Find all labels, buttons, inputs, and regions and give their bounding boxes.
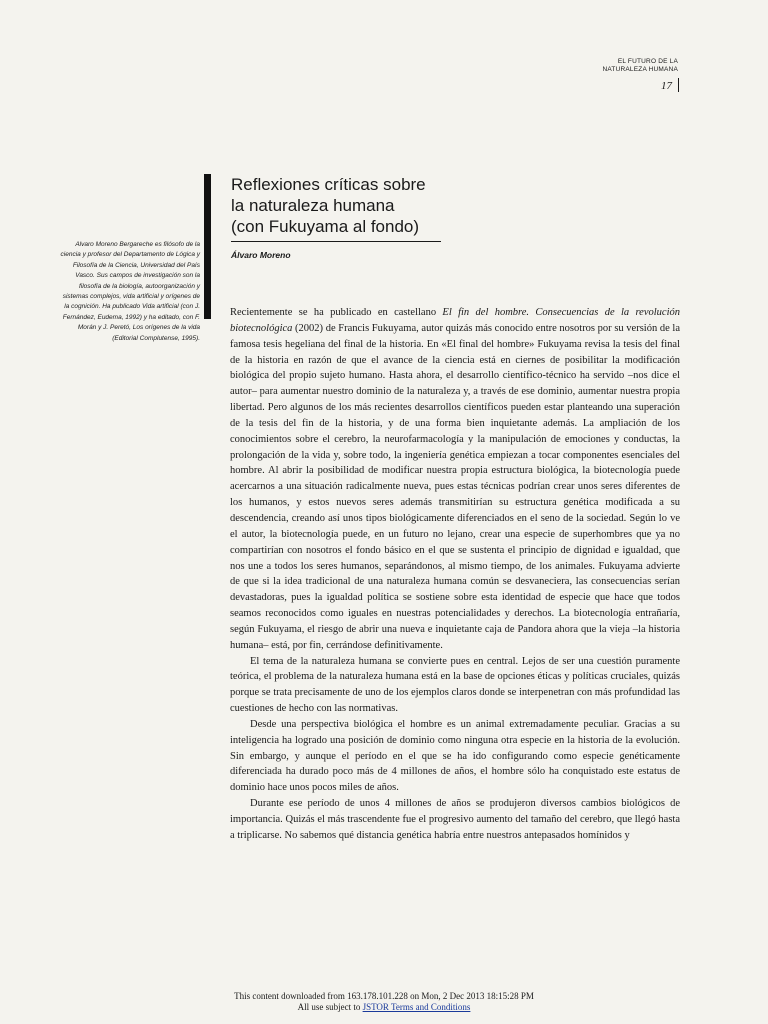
paragraph-1-intro: Recientemente se ha publicado en castellano (230, 307, 443, 318)
title-bar (204, 174, 211, 319)
jstor-terms-link[interactable]: JSTOR Terms and Conditions (362, 1002, 471, 1012)
article-author: Álvaro Moreno (231, 250, 291, 260)
title-line-1: Reflexiones críticas sobre (231, 175, 426, 194)
running-head (478, 58, 678, 74)
running-head-line2: NATURALEZA HUMANA (602, 66, 678, 73)
running-head-line1: EL FUTURO DE LA (617, 58, 678, 65)
title-line-2: la naturaleza humana (231, 196, 395, 215)
book-title: El fin del hombre. Consecuencias de la revolución biotecnológica (230, 307, 680, 334)
article-body (230, 305, 680, 844)
paragraph-1 (230, 305, 680, 654)
page-number-rule (678, 78, 679, 92)
title-line-3: (con Fukuyama al fondo) (231, 217, 420, 236)
paragraph-3: Desde una perspectiva biológica el hombre es un animal extremadamente peculiar. Gracias a su inteligencia ha logrado una posición de dominio como ninguna otra especie en la historia de la evolución. Sin embargo, y aunque el período en el que se ha ido configurando como especie genéticamente diferenciada ha durado poco más de 4 millones de años, el hombre sólo ha conquistado este estatus de dominio hace unos pocos miles de años. (230, 718, 680, 794)
paragraph-1-text: (2002) de Francis Fukuyama, autor quizás más conocido entre nosotros por su versión de la famosa tesis hegeliana del final de la historia. En «El final del hombre» Fukuyama revisa la tesis del final de la historia en razón de que el avance de la ciencia está en ciernes de posibilitar la modificación biológica del propio sujeto humano. Hasta ahora, el desarrollo científico-técnico ha servido –nos dice el autor– para aumentar nuestro dominio de la naturaleza y, a través de ese dominio, aumentar nuestra propia libertad. Pero algunos de los más recientes desarrollos científicos pueden estar planteando una superación de la tesis del fin de la historia, y de una forma bien inquietante además. La ampliación de los conocimientos sobre el cerebro, la neurofarmacología y la manipulación de emociones y conductas, la prolongación de la vida y, sobre todo, la ingeniería genética empiezan a tocar componentes esenciales del hombre. Al abrir la posibilidad de modificar nuestra propia estructura biológica, la biotecnología puede acercarnos a una situación radicalmente nueva, pues estas técnicas podrían crear unos seres diferentes de los humanos, y estos nuevos seres además transmitirían su estructura genética modificada a su descendencia, creando así unos tipos biológicamente diferenciados en el seno de la sociedad. Según lo ve el autor, la biotecnología puede, en un futuro no lejano, crear una especie de superhombres que ya no compartirían con nosotros el fondo básico en el que se sustenta el principio de dignidad e igualdad, que nos une a todos los seres humanos, separándonos, al mismo tiempo, de los animales. Fukuyama advierte de que si la idea tradicional de una naturaleza humana común se desvaneciera, las consecuencias serían devastadoras, pues la igualdad política se sostiene sobre esta identidad de especie que hace que todos seamos reconocidos como iguales en nuestras potencialidades y derechos. La biotecnología entrañaría, según Fukuyama, el riesgo de abrir una nueva e inquietante caja de Pandora ahora que la vieja –la historia humana– está, por fin, cerrándose definitivamente. (230, 322, 680, 651)
article-title (231, 174, 461, 237)
footer-terms-line (0, 1002, 768, 1013)
author-bio: Alvaro Moreno Bergareche es filósofo de la ciencia y profesor del Departamento de Lógica y Filosofía de la Ciencia, Universidad del País Vasco. Sus campos de investigación son la filosofía de la biología, autoorganización y sistemas complejos, vida artificial y orígenes de la cognición. Ha publicado Vida artificial (con J. Fernández, Eudema, 1992) y ha editado, con F. Morán y J. Peretó, Los orígenes de la vida (Editorial Complutense, 1995). (60, 241, 200, 342)
footer-terms-prefix: All use subject to (297, 1002, 363, 1012)
download-footer (0, 991, 768, 1013)
paragraph-4: Durante ese período de unos 4 millones de años se produjeron diversos cambios biológicos de importancia. Quizás el más trascendente fue el progresivo aumento del tamaño del cerebro, que llegó hasta a triplicarse. No sabemos qué distancia genética habría entre nuestros antepasados homínidos y (230, 798, 680, 841)
footer-download-line: This content downloaded from 163.178.101.228 on Mon, 2 Dec 2013 18:15:28 PM (234, 991, 534, 1001)
title-rule (231, 241, 441, 242)
paragraph-2: El tema de la naturaleza humana se convierte pues en central. Lejos de ser una cuestión puramente teórica, el problema de la naturaleza humana está en la base de opciones éticas y políticas cruciales, quizás porque se trata precisamente de uno de los ejemplos claros donde se interpenetran con más profundidad las cuestiones de hecho con las normativas. (230, 655, 680, 715)
page-number: 17 (661, 80, 672, 92)
